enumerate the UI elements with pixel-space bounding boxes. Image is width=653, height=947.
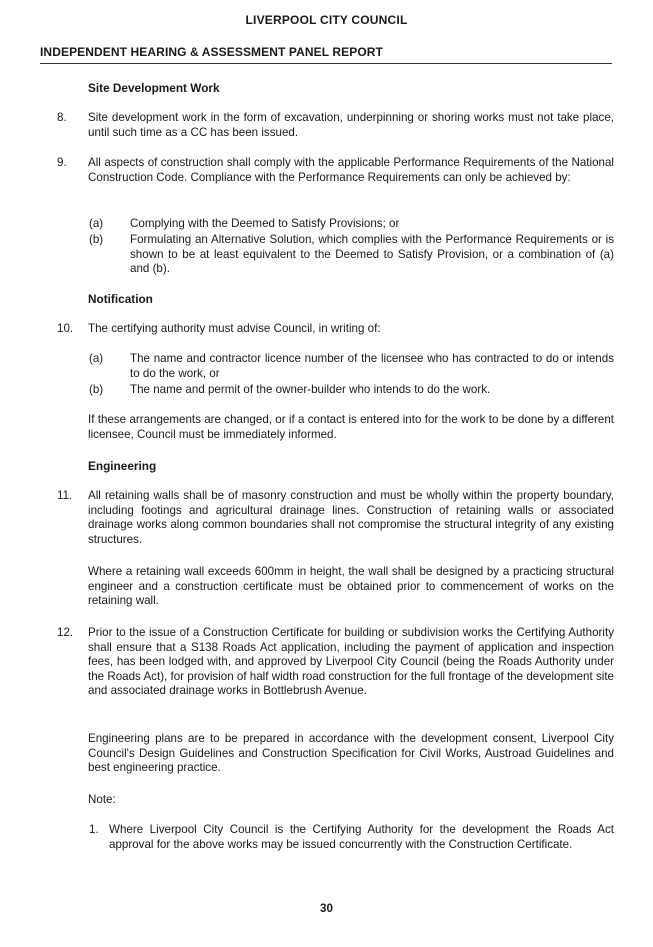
item-9-sub-text-a: Complying with the Deemed to Satisfy Provisions; or [130, 217, 400, 230]
note-text-1: Where Liverpool City Council is the Certifying Authority for the development the Roads Act approval for the above works may be issued concurrently with the Construction Certificate. [109, 823, 614, 851]
item-number-10: 10. [57, 322, 74, 335]
item-12-followup: Engineering plans are to be prepared in accordance with the development consent, Liverpool City Council's Design Guidelines and Construction Specification for Civil Works, Austroad Guidelines and best engineering practice. [88, 732, 614, 775]
item-text-10: The certifying authority must advise Council, in writing of: [88, 322, 381, 335]
page-number: 30 [320, 902, 333, 915]
item-10-sub-text-b: The name and permit of the owner-builder who intends to do the work. [130, 383, 491, 396]
item-number-9: 9. [57, 156, 67, 169]
item-9-sub-text-b: Formulating an Alternative Solution, which complies with the Performance Requirements or is shown to be at least equivalent to the Deemed to Satisfy Provision, or a combination of (a) and (b). [130, 233, 614, 276]
item-9-sub-label-a: (a) [89, 217, 104, 230]
note-label: Note: [88, 793, 116, 806]
item-10-sub-label-a: (a) [89, 352, 104, 365]
heading-engineering: Engineering [88, 459, 157, 473]
item-number-11: 11. [57, 489, 73, 502]
item-text-9: All aspects of construction shall comply with the applicable Performance Requirements of the National Construction Code. Compliance with the Performance Requirements can only be achieved by: [88, 156, 614, 184]
item-11-followup: Where a retaining wall exceeds 600mm in height, the wall shall be designed by a practicing structural engineer and a construction certificate must be obtained prior to commencement of works on the retaining wall. [88, 565, 614, 608]
item-9-sub-label-b: (b) [89, 233, 104, 246]
heading-notification: Notification [88, 292, 153, 306]
header-rule [40, 63, 612, 64]
council-name: LIVERPOOL CITY COUNCIL [245, 13, 408, 27]
heading-site-development: Site Development Work [88, 81, 220, 95]
item-text-11: All retaining walls shall be of masonry construction and must be wholly within the property boundary, including footings and agricultural drainage lines. Construction of retaining walls or associated drainage works along common boundaries shall not compromise the structural integrity of any existing structures. [88, 489, 614, 546]
report-title: INDEPENDENT HEARING & ASSESSMENT PANEL REPORT [40, 45, 383, 59]
item-number-12: 12. [57, 626, 74, 639]
item-text-12: Prior to the issue of a Construction Certificate for building or subdivision works the Certifying Authority shall ensure that a S138 Roads Act application, including the payment of application and inspection fees, has been lodged with, and approved by Liverpool City Council (being the Roads Authority under the Roads Act), for provision of half width road construction for the full frontage of the development site and associated drainage works in Bottlebrush Avenue. [88, 626, 614, 698]
note-number-1: 1. [89, 823, 99, 836]
item-10-followup: If these arrangements are changed, or if a contact is entered into for the work to be done by a different licensee, Council must be immediately informed. [88, 413, 614, 441]
item-10-sub-label-b: (b) [89, 383, 104, 396]
item-10-sub-text-a: The name and contractor licence number of the licensee who has contracted to do or intends to do the work, or [130, 352, 614, 380]
item-number-8: 8. [57, 111, 67, 124]
item-text-8: Site development work in the form of excavation, underpinning or shoring works must not take place, until such time as a CC has been issued. [88, 111, 614, 139]
